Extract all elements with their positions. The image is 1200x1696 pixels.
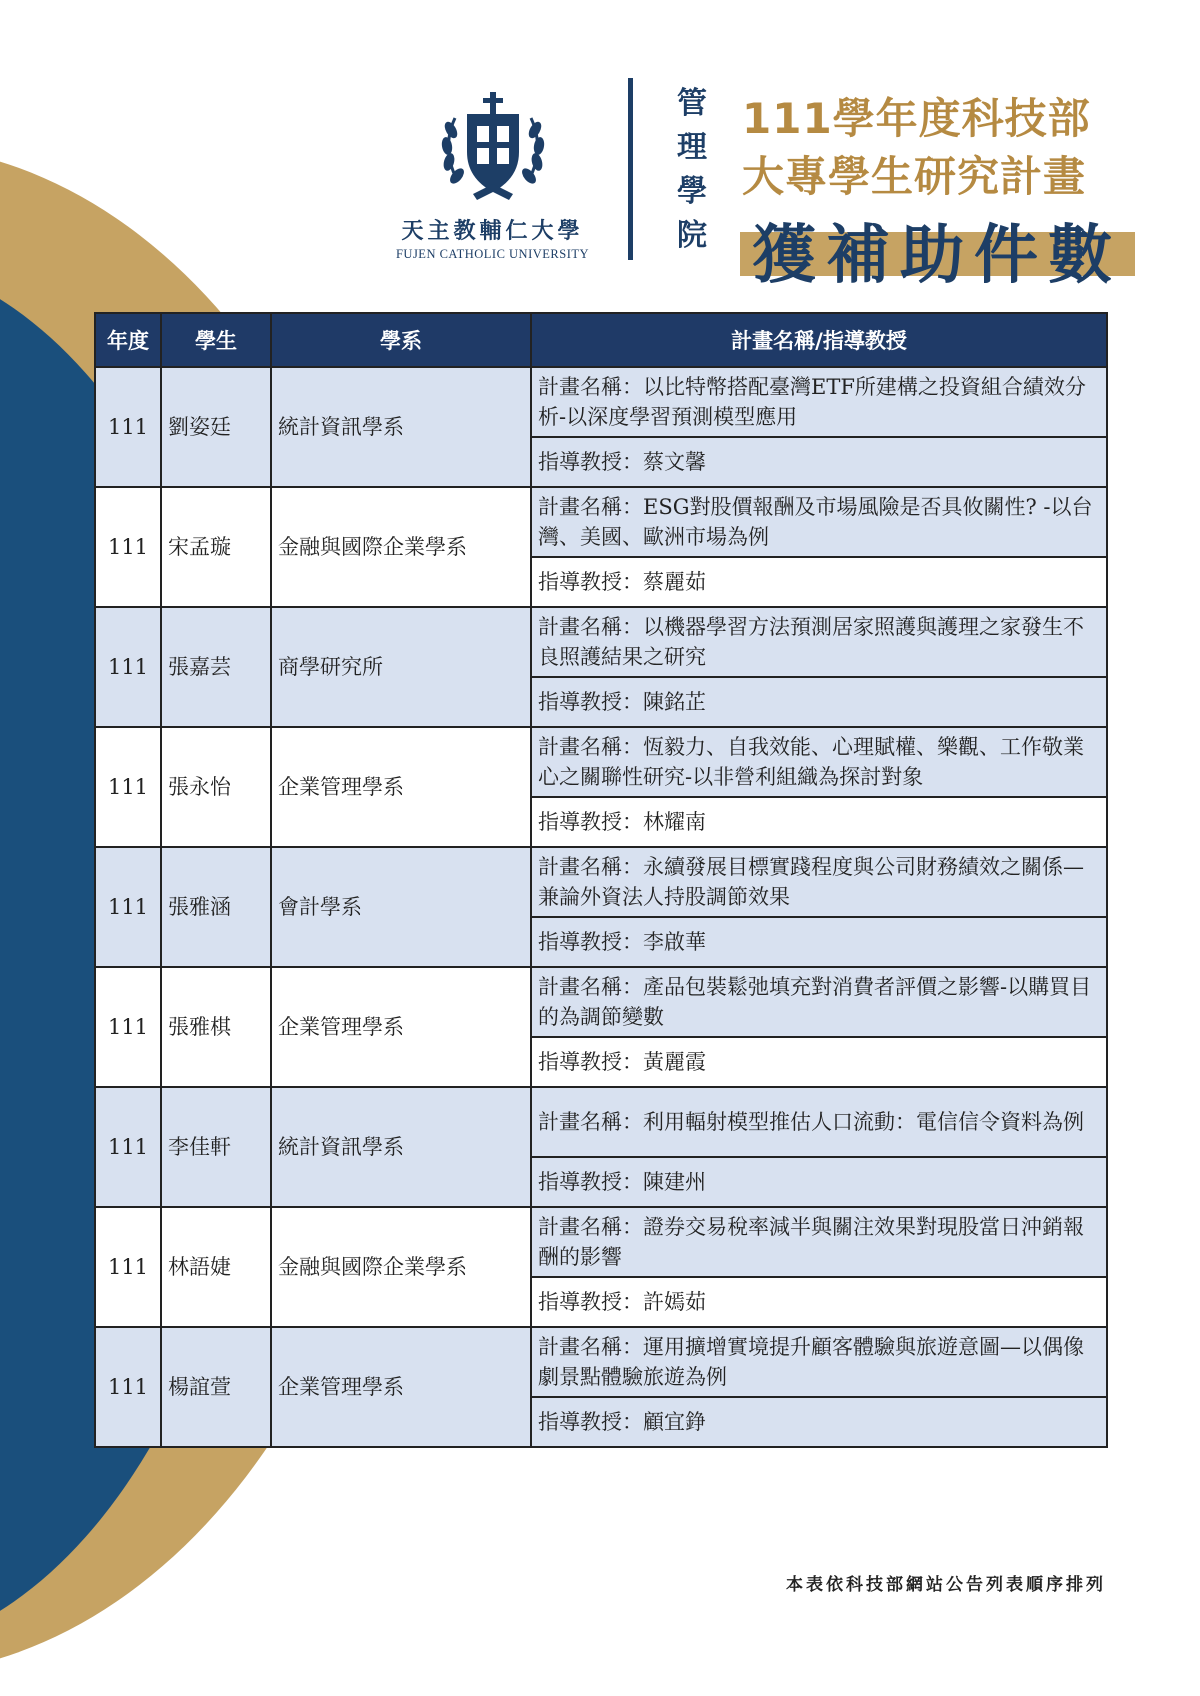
student-cell: 劉姿廷 (161, 367, 271, 487)
student-cell: 林語婕 (161, 1207, 271, 1327)
student-cell: 張雅棋 (161, 967, 271, 1087)
student-cell: 宋孟璇 (161, 487, 271, 607)
project-cell: 計畫名稱：永續發展目標實踐程度與公司財務績效之關係—兼論外資法人持股調節效果 (531, 847, 1107, 917)
advisor-cell: 指導教授：許嫣茹 (531, 1277, 1107, 1327)
advisor-cell: 指導教授：陳建州 (531, 1157, 1107, 1207)
table-row (95, 1207, 1107, 1277)
dept-cell: 金融與國際企業學系 (271, 1207, 531, 1327)
header-divider (628, 78, 633, 260)
college-name (670, 82, 714, 258)
university-logo (380, 88, 605, 268)
table-row (95, 1327, 1107, 1397)
table-row (95, 967, 1107, 1037)
college-char: 學 (677, 174, 707, 209)
page-header (0, 0, 1200, 300)
project-cell: 計畫名稱：恆毅力、自我效能、心理賦權、樂觀、工作敬業心之關聯性研究-以非營利組織為探討對象 (531, 727, 1107, 797)
college-char: 理 (677, 130, 707, 165)
year-cell: 111 (95, 847, 161, 967)
advisor-cell: 指導教授：林耀南 (531, 797, 1107, 847)
project-cell: 計畫名稱：以比特幣搭配臺灣ETF所建構之投資組合績效分析-以深度學習預測模型應用 (531, 367, 1107, 437)
advisor-cell: 指導教授：陳銘芷 (531, 677, 1107, 727)
year-cell: 111 (95, 1327, 161, 1447)
year-cell: 111 (95, 1207, 161, 1327)
student-cell: 張嘉芸 (161, 607, 271, 727)
awards-table (94, 312, 1108, 1448)
year-cell: 111 (95, 727, 161, 847)
university-name-en: FUJEN CATHOLIC UNIVERSITY (395, 247, 590, 261)
table-header-row (95, 313, 1107, 367)
advisor-cell: 指導教授：李啟華 (531, 917, 1107, 967)
year-cell: 111 (95, 607, 161, 727)
student-cell: 張永怡 (161, 727, 271, 847)
table-row (95, 487, 1107, 557)
advisor-cell: 指導教授：黃麗霞 (531, 1037, 1107, 1087)
student-cell: 張雅涵 (161, 847, 271, 967)
dept-cell: 商學研究所 (271, 607, 531, 727)
year-cell: 111 (95, 367, 161, 487)
year-cell: 111 (95, 967, 161, 1087)
project-cell: 計畫名稱：利用輻射模型推估人口流動：電信信令資料為例 (531, 1087, 1107, 1157)
year-cell: 111 (95, 1087, 161, 1207)
dept-cell: 企業管理學系 (271, 1327, 531, 1447)
dept-cell: 會計學系 (271, 847, 531, 967)
university-seal-icon (433, 88, 553, 206)
dept-cell: 企業管理學系 (271, 967, 531, 1087)
project-cell: 計畫名稱：運用擴增實境提升顧客體驗與旅遊意圖—以偶像劇景點體驗旅遊為例 (531, 1327, 1107, 1397)
student-cell: 楊誼萱 (161, 1327, 271, 1447)
title-line-2: 大專學生研究計畫 (742, 152, 1087, 201)
project-cell: 計畫名稱：ESG對股價報酬及市場風險是否具攸關性? -以台灣、美國、歐洲市場為例 (531, 487, 1107, 557)
year-cell: 111 (95, 487, 161, 607)
table-row (95, 607, 1107, 677)
dept-cell: 金融與國際企業學系 (271, 487, 531, 607)
project-cell: 計畫名稱：證券交易稅率減半與關注效果對現股當日沖銷報酬的影響 (531, 1207, 1107, 1277)
student-cell: 李佳軒 (161, 1087, 271, 1207)
column-header-year: 年度 (95, 313, 161, 367)
college-char: 管 (677, 86, 707, 121)
university-name-zh: 天主教輔仁大學 (401, 218, 584, 244)
advisor-cell: 指導教授：蔡文馨 (531, 437, 1107, 487)
table-row (95, 847, 1107, 917)
title-line-1: 111學年度科技部 (742, 94, 1091, 143)
title-line-3: 獲補助件數 (752, 218, 1122, 293)
dept-cell: 企業管理學系 (271, 727, 531, 847)
advisor-cell: 指導教授：蔡麗茹 (531, 557, 1107, 607)
dept-cell: 統計資訊學系 (271, 1087, 531, 1207)
column-header-dept: 學系 (271, 313, 531, 367)
project-cell: 計畫名稱：產品包裝鬆弛填充對消費者評價之影響-以購買目的為調節變數 (531, 967, 1107, 1037)
column-header-student: 學生 (161, 313, 271, 367)
dept-cell: 統計資訊學系 (271, 367, 531, 487)
advisor-cell: 指導教授：顧宜錚 (531, 1397, 1107, 1447)
table-row (95, 727, 1107, 797)
table-row (95, 1087, 1107, 1157)
table-row (95, 367, 1107, 437)
project-cell: 計畫名稱：以機器學習方法預測居家照護與護理之家發生不良照護結果之研究 (531, 607, 1107, 677)
footnote: 本表依科技部網站公告列表順序排列 (786, 1575, 1106, 1595)
college-char: 院 (677, 218, 707, 253)
column-header-project: 計畫名稱/指導教授 (531, 313, 1107, 367)
